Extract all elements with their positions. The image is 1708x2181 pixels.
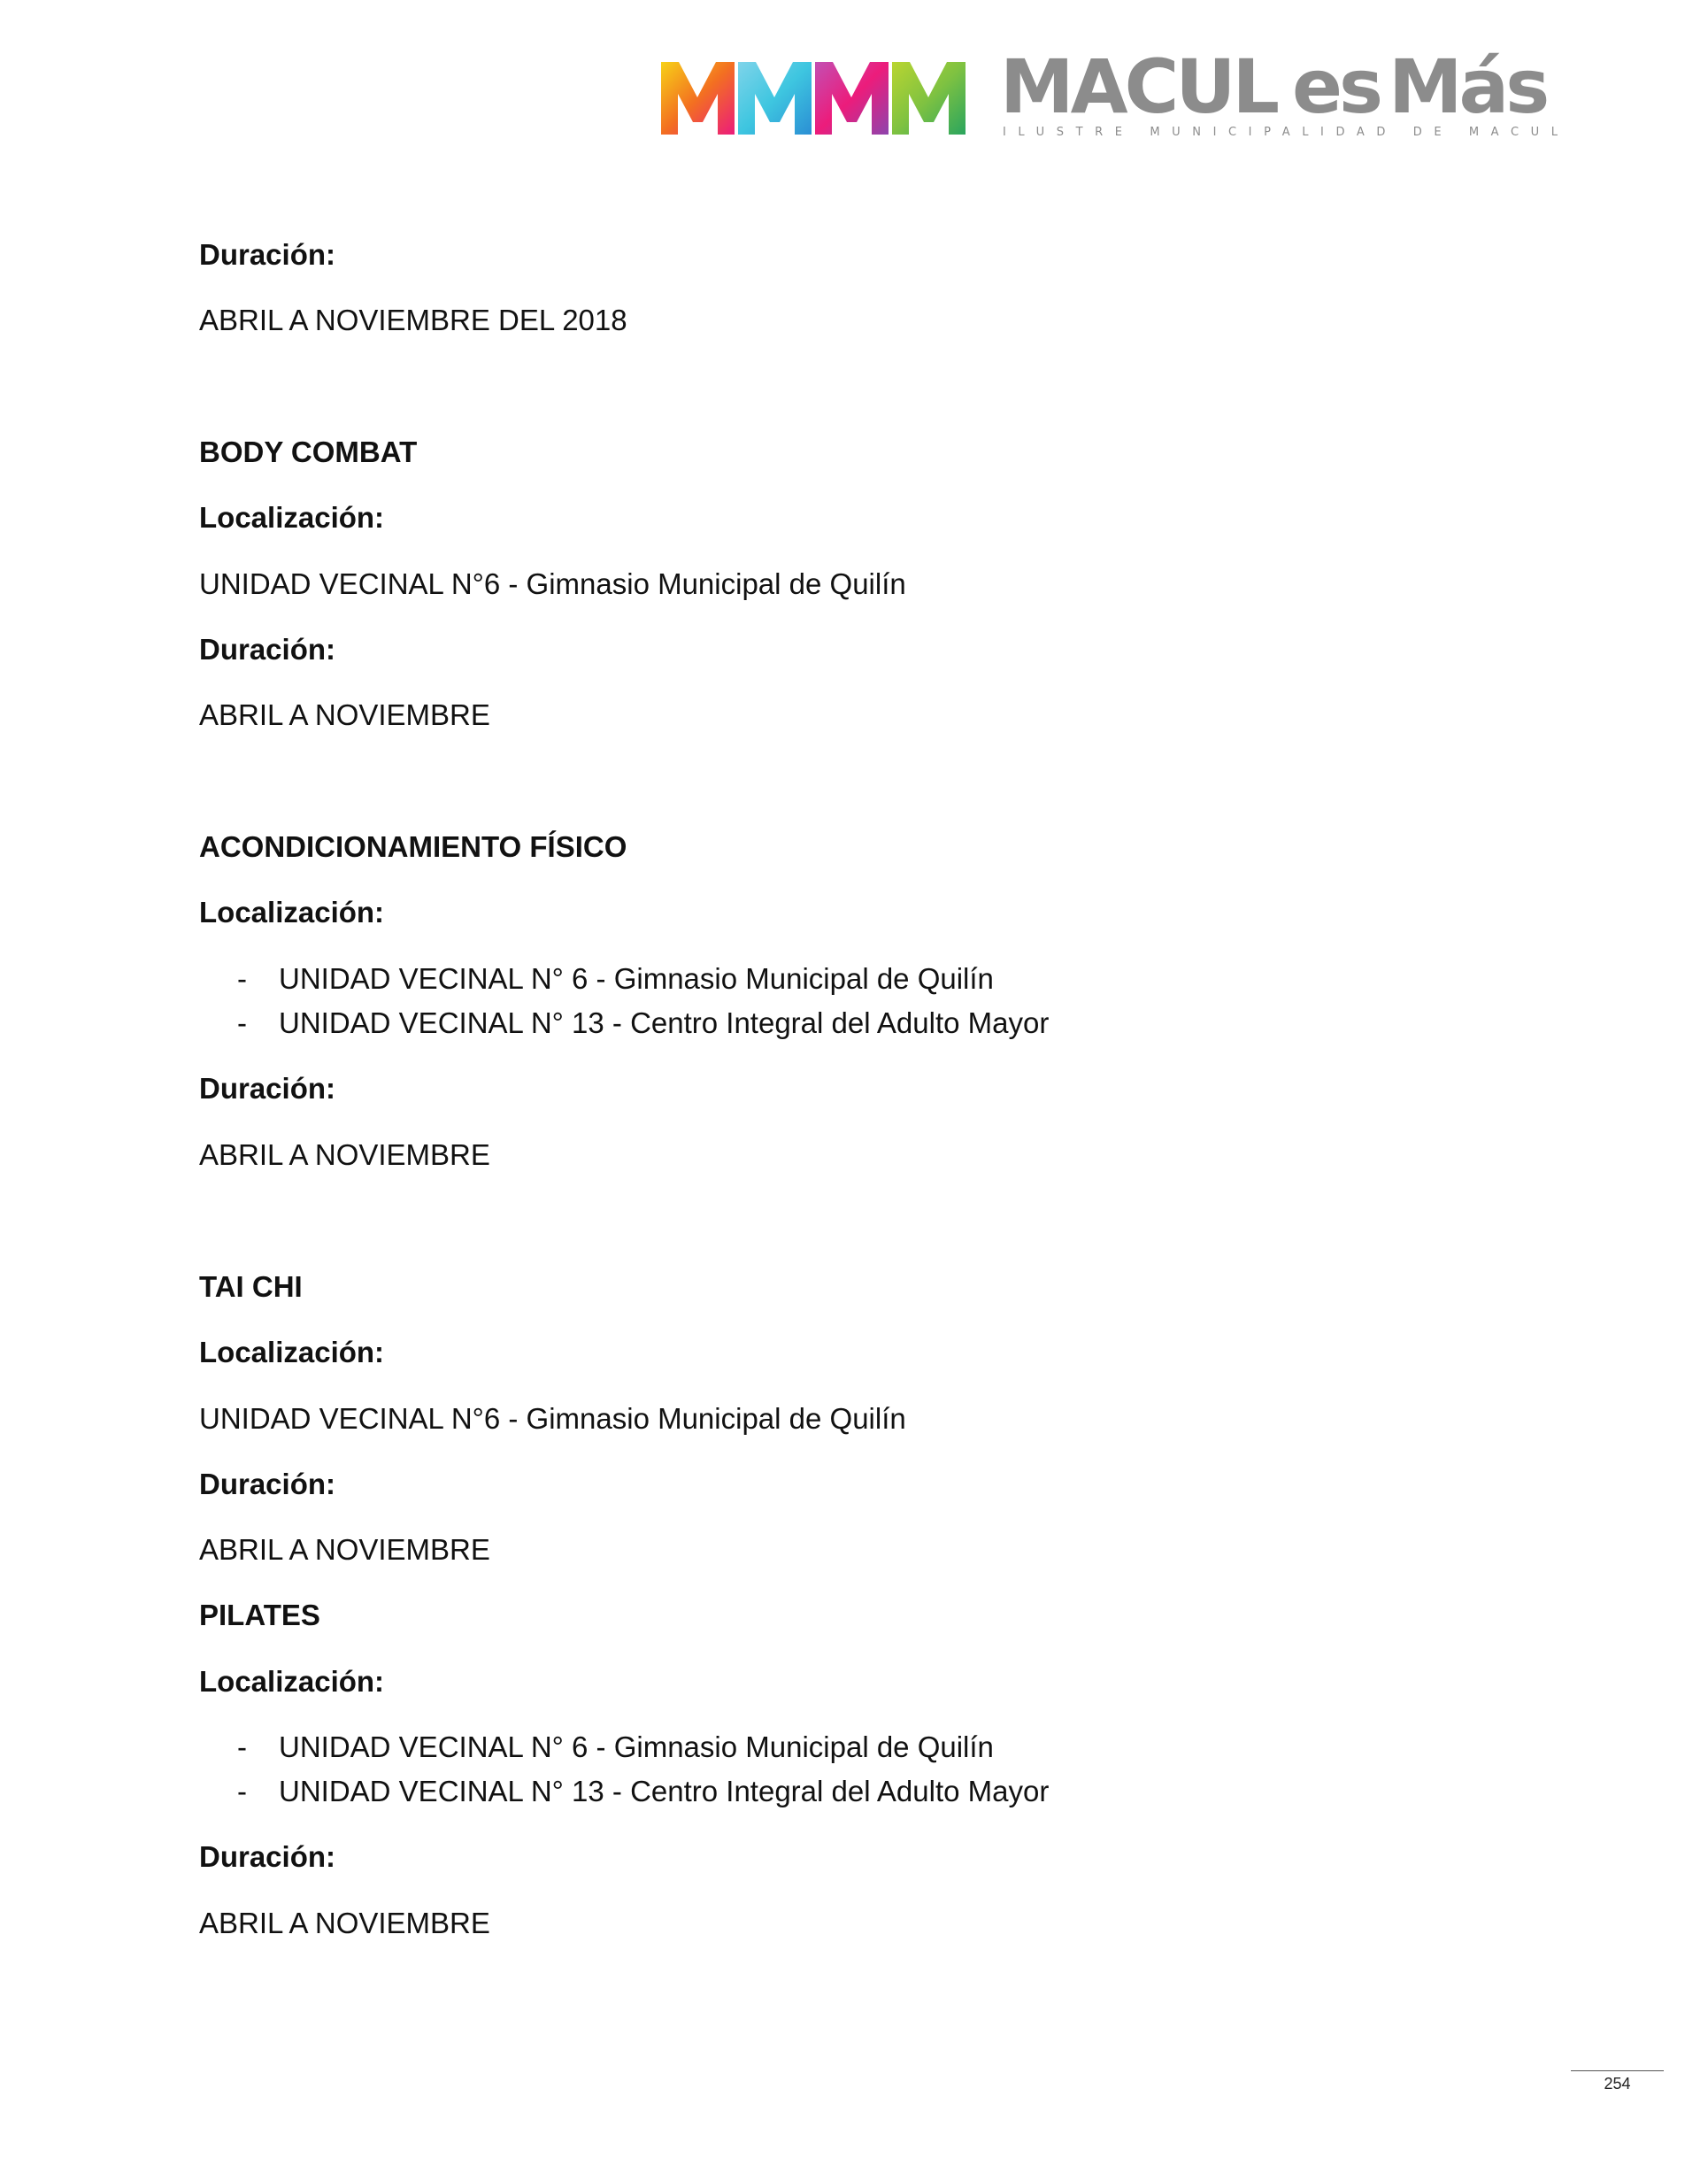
body-combat-duration-value: ABRIL A NOVIEMBRE — [199, 698, 490, 731]
logo-word-macul: MACUL — [1000, 43, 1276, 130]
logo-mmmm-mark — [659, 58, 969, 136]
body-combat-duration-label: Duración: — [199, 633, 336, 666]
page-number: 254 — [1604, 2075, 1631, 2092]
logo-word-es: es — [1291, 43, 1380, 130]
tai-chi-duration-label: Duración: — [199, 1468, 336, 1500]
bullet-dash: - — [237, 1006, 247, 1039]
bullet-dash: - — [237, 1730, 247, 1763]
bullet-dash: - — [237, 1775, 247, 1807]
logo-m-cyan — [736, 58, 813, 136]
section-title-tai-chi: TAI CHI — [199, 1270, 303, 1303]
pilates-location-label: Localización: — [199, 1665, 385, 1698]
tai-chi-duration-value: ABRIL A NOVIEMBRE — [199, 1533, 490, 1566]
logo-m-green — [890, 58, 967, 136]
acondicionamiento-duration-label: Duración: — [199, 1072, 336, 1105]
logo-word-mas: Más — [1388, 43, 1547, 130]
pilates-duration-value: ABRIL A NOVIEMBRE — [199, 1907, 490, 1939]
pilates-location-item: UNIDAD VECINAL N° 6 - Gimnasio Municipal de Quilín — [279, 1730, 994, 1763]
intro-duration-label: Duración: — [199, 238, 336, 271]
body-combat-location-label: Localización: — [199, 501, 385, 534]
footer-rule — [1571, 2070, 1664, 2071]
acondicionamiento-duration-value: ABRIL A NOVIEMBRE — [199, 1138, 490, 1171]
bullet-dash: - — [237, 962, 247, 995]
section-title-acondicionamiento: ACONDICIONAMIENTO FÍSICO — [199, 830, 627, 863]
municipal-logo — [659, 43, 1570, 142]
intro-duration-value: ABRIL A NOVIEMBRE DEL 2018 — [199, 304, 627, 336]
logo-tagline: ILUSTRE MUNICIPALIDAD DE MACUL — [1003, 126, 1570, 139]
acondicionamiento-location-label: Localización: — [199, 896, 385, 929]
acondicionamiento-location-item: UNIDAD VECINAL N° 6 - Gimnasio Municipal de Quilín — [279, 962, 994, 995]
logo-m-orange — [659, 58, 736, 136]
tai-chi-location-value: UNIDAD VECINAL N°6 - Gimnasio Municipal de Quilín — [199, 1402, 906, 1435]
logo-m-magenta — [813, 58, 890, 136]
acondicionamiento-location-item: UNIDAD VECINAL N° 13 - Centro Integral del Adulto Mayor — [279, 1006, 1050, 1039]
section-title-pilates: PILATES — [199, 1599, 320, 1631]
body-combat-location-value: UNIDAD VECINAL N°6 - Gimnasio Municipal de Quilín — [199, 567, 906, 600]
tai-chi-location-label: Localización: — [199, 1336, 385, 1368]
pilates-duration-label: Duración: — [199, 1840, 336, 1873]
section-title-body-combat: BODY COMBAT — [199, 435, 418, 468]
pilates-location-item: UNIDAD VECINAL N° 13 - Centro Integral del Adulto Mayor — [279, 1775, 1050, 1807]
logo-wordmark — [1000, 42, 1546, 131]
